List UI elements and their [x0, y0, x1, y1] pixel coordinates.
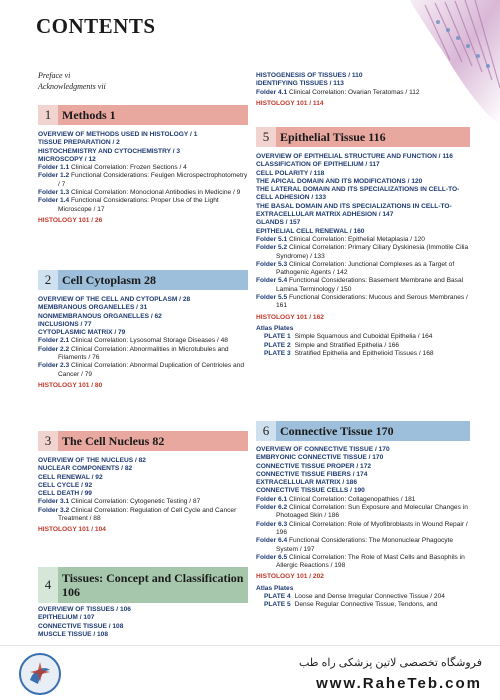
folder-title: Clinical Correlation: The Role of Mast Cells and Basophils in Allergic Reactions / 198	[276, 553, 465, 570]
front-matter	[38, 70, 106, 92]
chapter-number: 6	[256, 421, 276, 441]
toc-section-entry[interactable]: EPITHELIUM / 107	[38, 614, 95, 622]
chapter-3-entries	[38, 457, 248, 535]
folder-label: Folder 6.3	[256, 520, 288, 528]
toc-section-entry[interactable]: TISSUE PREPARATION / 2	[38, 139, 120, 147]
plate-title: Dense Regular Connective Tissue, Tendons, and	[294, 601, 438, 609]
toc-folder-entry[interactable]	[38, 346, 248, 363]
plate-label: PLATE 4	[264, 593, 291, 601]
folder-title: Clinical Correlation: Abnormal Duplication of Centrioles and Cancer / 79	[58, 362, 244, 378]
folder-label: Folder 5.5	[256, 294, 288, 302]
toc-section-entry[interactable]: MUSCLE TISSUE / 108	[38, 630, 108, 638]
toc-section-entry[interactable]: OVERVIEW OF THE NUCLEUS / 82	[38, 457, 146, 464]
folder-title: Clinical Correlation: Ovarian Teratomas / 112	[289, 88, 420, 96]
toc-histology-101-entry[interactable]: HISTOLOGY 101 / 26	[38, 216, 103, 224]
toc-plate-entry[interactable]	[256, 601, 470, 609]
toc-plate-entry[interactable]	[256, 593, 470, 601]
folder-title: Clinical Correlation: Lysosomal Storage Diseases / 48	[71, 337, 228, 345]
folder-title: Clinical Correlation: Collagenopathies / 181	[289, 495, 416, 503]
toc-folder-entry[interactable]	[256, 89, 470, 97]
toc-folder-entry[interactable]	[38, 362, 248, 379]
folder-title: Clinical Correlation: Junctional Complexes as a Target of Pathogenic Agents / 142	[276, 260, 455, 277]
toc-section-entry[interactable]: CONNECTIVE TISSUE / 108	[38, 622, 124, 630]
folder-label: Folder 5.1	[256, 235, 288, 243]
toc-section-entry[interactable]: CELL DEATH / 99	[38, 490, 92, 498]
chapter-title: Epithelial Tissue 116	[276, 127, 470, 147]
folder-label: Folder 1.4	[38, 197, 70, 205]
folder-title: Functional Considerations: Proper Use of the Light Microscope / 17	[58, 197, 219, 213]
chapter-title: Tissues: Concept and Classification 106	[58, 567, 248, 603]
toc-section-entry[interactable]: CONNECTIVE TISSUE PROPER / 172	[256, 462, 372, 470]
toc-section-entry[interactable]: NUCLEAR COMPONENTS / 82	[38, 465, 133, 473]
toc-plate-entry[interactable]	[256, 350, 470, 358]
chapter-title: Cell Cytoplasm 28	[58, 270, 248, 290]
plate-label: PLATE 1	[264, 333, 291, 341]
plate-title: Stratified Epithelia and Epithelioid Tissues / 168	[294, 349, 434, 357]
folder-title: Functional Considerations: Mucous and Serous Membranes / 161	[276, 294, 468, 310]
folder-label: Folder 6.2	[256, 504, 288, 512]
folder-title: Clinical Correlation: Epithelial Metaplasia / 120	[289, 235, 425, 243]
footer-banner	[0, 645, 500, 700]
folder-label: Folder 2.1	[38, 337, 70, 345]
toc-plate-entry[interactable]	[256, 342, 470, 350]
plate-label: PLATE 3	[264, 349, 291, 357]
folder-title: Clinical Correlation: Frozen Sections / 4	[71, 164, 187, 172]
chapter-5-entries	[256, 153, 470, 358]
chapter-4-header[interactable]	[38, 567, 248, 603]
folder-label: Folder 2.3	[38, 362, 70, 370]
chapter-number: 5	[256, 127, 276, 147]
toc-histology-101-entry[interactable]: HISTOLOGY 101 / 104	[38, 526, 106, 534]
toc-section-entry[interactable]: CONNECTIVE TISSUE CELLS / 190	[256, 487, 365, 495]
toc-section-entry[interactable]: IDENTIFYING TISSUES / 113	[256, 80, 344, 88]
folder-label: Folder 1.3	[38, 189, 70, 197]
folder-label: Folder 1.1	[38, 164, 70, 172]
folder-label: Folder 6.5	[256, 553, 288, 561]
toc-folder-entry[interactable]	[256, 496, 470, 504]
acknowledgments-entry: Acknowledgments vii	[38, 82, 106, 91]
atlas-plates-heading: Atlas Plates	[256, 324, 294, 332]
chapter-6-header[interactable]	[256, 421, 470, 441]
folder-title: Functional Considerations: Feulgen Microspectrophotometry / 7	[58, 172, 248, 188]
chapter-6-entries	[256, 446, 470, 610]
toc-folder-entry[interactable]	[38, 507, 248, 524]
toc-section-entry[interactable]: OVERVIEW OF TISSUES / 106	[38, 606, 131, 613]
chapter-4-entries	[38, 606, 248, 639]
toc-folder-entry[interactable]	[256, 236, 470, 244]
chapter-number: 2	[38, 270, 58, 290]
folder-title: Clinical Correlation: Primary Ciliary Dyskinesia (Immotile Cilia Syndrome) / 133	[276, 244, 469, 260]
toc-section-entry[interactable]: NONMEMBRANOUS ORGANELLES / 62	[38, 312, 162, 320]
toc-folder-entry[interactable]	[256, 294, 470, 311]
toc-folder-entry[interactable]	[256, 521, 470, 538]
toc-section-entry[interactable]: OVERVIEW OF CONNECTIVE TISSUE / 170	[256, 446, 390, 453]
folder-label: Folder 3.2	[38, 506, 70, 514]
toc-section-entry[interactable]: OVERVIEW OF METHODS USED IN HISTOLOGY / 1	[38, 131, 198, 138]
toc-section-entry[interactable]: CELL POLARITY / 118	[256, 169, 325, 177]
folder-label: Folder 5.4	[256, 277, 288, 285]
toc-section-entry[interactable]: OVERVIEW OF EPITHELIAL STRUCTURE AND FUNCTION / 116	[256, 153, 453, 160]
toc-section-entry[interactable]: INCLUSIONS / 77	[38, 320, 92, 328]
toc-section-entry[interactable]: HISTOGENESIS OF TISSUES / 110	[256, 72, 363, 79]
toc-folder-entry[interactable]	[256, 554, 470, 571]
toc-section-entry[interactable]: CYTOPLASMIC MATRIX / 79	[38, 329, 126, 337]
toc-section-entry[interactable]: GLANDS / 157	[256, 219, 301, 227]
folder-title: Clinical Correlation: Regulation of Cell Cycle and Cancer Treatment / 88	[58, 506, 237, 523]
chapter-title: Methods 1	[58, 105, 248, 125]
folder-label: Folder 6.4	[256, 537, 288, 545]
brand-persian-name: فروشگاه تخصصی لاتین پزشکی راه طب	[298, 657, 482, 669]
atlas-plates-heading: Atlas Plates	[256, 584, 294, 592]
toc-plate-entry[interactable]	[256, 333, 470, 341]
toc-folder-entry[interactable]	[256, 537, 470, 554]
chapter-2-entries	[38, 296, 248, 390]
toc-histology-101-entry[interactable]: HISTOLOGY 101 / 80	[38, 381, 103, 389]
toc-histology-101-entry[interactable]: HISTOLOGY 101 / 162	[256, 313, 324, 321]
folder-label: Folder 5.3	[256, 260, 288, 268]
folder-label: Folder 6.1	[256, 495, 288, 503]
folder-title: Functional Considerations: Basement Membrane and Basal Lamina Terminology / 150	[276, 277, 464, 293]
plate-label: PLATE 2	[264, 341, 291, 349]
toc-section-entry[interactable]: MEMBRANOUS ORGANELLES / 31	[38, 304, 148, 312]
plate-title: Loose and Dense Irregular Connective Tissue / 204	[294, 593, 445, 601]
toc-section-entry[interactable]: OVERVIEW OF THE CELL AND CYTOPLASM / 28	[38, 296, 191, 303]
folder-label: Folder 3.1	[38, 498, 70, 506]
toc-section-entry[interactable]: CELL RENEWAL / 92	[38, 473, 103, 481]
folder-title: Clinical Correlation: Role of Myofibroblasts in Wound Repair / 196	[276, 520, 468, 536]
raheteb-logo	[18, 652, 62, 696]
toc-section-entry[interactable]: EXTRACELLULAR MATRIX / 186	[256, 479, 357, 487]
toc-folder-entry[interactable]	[38, 197, 248, 214]
toc-histology-101-entry[interactable]: HISTOLOGY 101 / 202	[256, 573, 324, 581]
toc-histology-101-entry[interactable]: HISTOLOGY 101 / 114	[256, 99, 324, 107]
toc-folder-entry[interactable]	[38, 172, 248, 189]
page-title: CONTENTS	[36, 14, 156, 38]
chapter-title: The Cell Nucleus 82	[58, 431, 248, 451]
plate-label: PLATE 5	[264, 601, 291, 609]
preface-entry: Preface vi	[38, 71, 71, 80]
chapter-title: Connective Tissue 170	[276, 421, 470, 441]
toc-section-entry[interactable]: CELL CYCLE / 92	[38, 481, 93, 489]
toc-section-entry[interactable]: HISTOCHEMISTRY AND CYTOCHEMISTRY / 3	[38, 147, 181, 155]
toc-folder-entry[interactable]	[38, 337, 248, 345]
folder-label: Folder 2.2	[38, 345, 70, 353]
plate-title: Simple Squamous and Cuboidal Epithelia / 164	[294, 333, 433, 341]
toc-section-entry[interactable]: CLASSIFICATION OF EPITHELIUM / 117	[256, 161, 380, 169]
toc-section-entry[interactable]: EPITHELIAL CELL RENEWAL / 160	[256, 227, 365, 235]
toc-section-entry[interactable]: THE BASAL DOMAIN AND ITS SPECIALIZATIONS IN CELL-TO-EXTRACELLULAR MATRIX ADHESION / 147	[256, 202, 452, 219]
folder-label: Folder 4.1	[256, 88, 288, 96]
toc-folder-entry[interactable]	[256, 504, 470, 521]
chapter-1-entries	[38, 131, 248, 225]
chapter-1-header[interactable]	[38, 105, 248, 125]
brand-url[interactable]: www.RaheTeb.com	[316, 675, 482, 692]
chapter-number: 1	[38, 105, 58, 125]
folder-label: Folder 1.2	[38, 172, 70, 180]
toc-section-entry[interactable]: EMBRYONIC CONNECTIVE TISSUE / 170	[256, 454, 384, 462]
toc-folder-entry[interactable]	[38, 498, 248, 506]
plate-title: Simple and Stratified Epithelia / 166	[294, 341, 400, 349]
chapter-3-header[interactable]	[38, 431, 248, 451]
toc-section-entry[interactable]: THE APICAL DOMAIN AND ITS MODIFICATIONS / 120	[256, 177, 423, 185]
toc-folder-entry[interactable]	[256, 244, 470, 261]
toc-folder-entry[interactable]	[256, 277, 470, 294]
folder-title: Functional Considerations: The Mononuclear Phagocyte System / 197	[276, 537, 454, 553]
chapter-number: 3	[38, 431, 58, 451]
chapter-number: 4	[38, 567, 58, 603]
toc-folder-entry[interactable]	[38, 164, 248, 172]
folder-title: Clinical Correlation: Sun Exposure and Molecular Changes in Photoaged Skin / 186	[276, 504, 468, 520]
folder-title: Clinical Correlation: Monoclonal Antibodies in Medicine / 9	[71, 189, 241, 197]
chapter-2-header[interactable]	[38, 270, 248, 290]
toc-section-entry[interactable]: THE LATERAL DOMAIN AND ITS SPECIALIZATIONS IN CELL-TO-CELL ADHESION / 133	[256, 186, 460, 202]
folder-title: Clinical Correlation: Abnormalities in Microtubules and Filaments / 76	[58, 345, 229, 362]
folder-title: Clinical Correlation: Cytogenetic Testing / 87	[71, 498, 201, 506]
chapter-4-continued-entries	[256, 72, 470, 108]
chapter-5-header[interactable]	[256, 127, 470, 147]
toc-section-entry[interactable]: CONNECTIVE TISSUE FIBERS / 174	[256, 470, 368, 478]
folder-label: Folder 5.2	[256, 244, 288, 252]
toc-section-entry[interactable]: MICROSCOPY / 12	[38, 155, 96, 163]
toc-folder-entry[interactable]	[256, 261, 470, 278]
toc-folder-entry[interactable]	[38, 189, 248, 197]
